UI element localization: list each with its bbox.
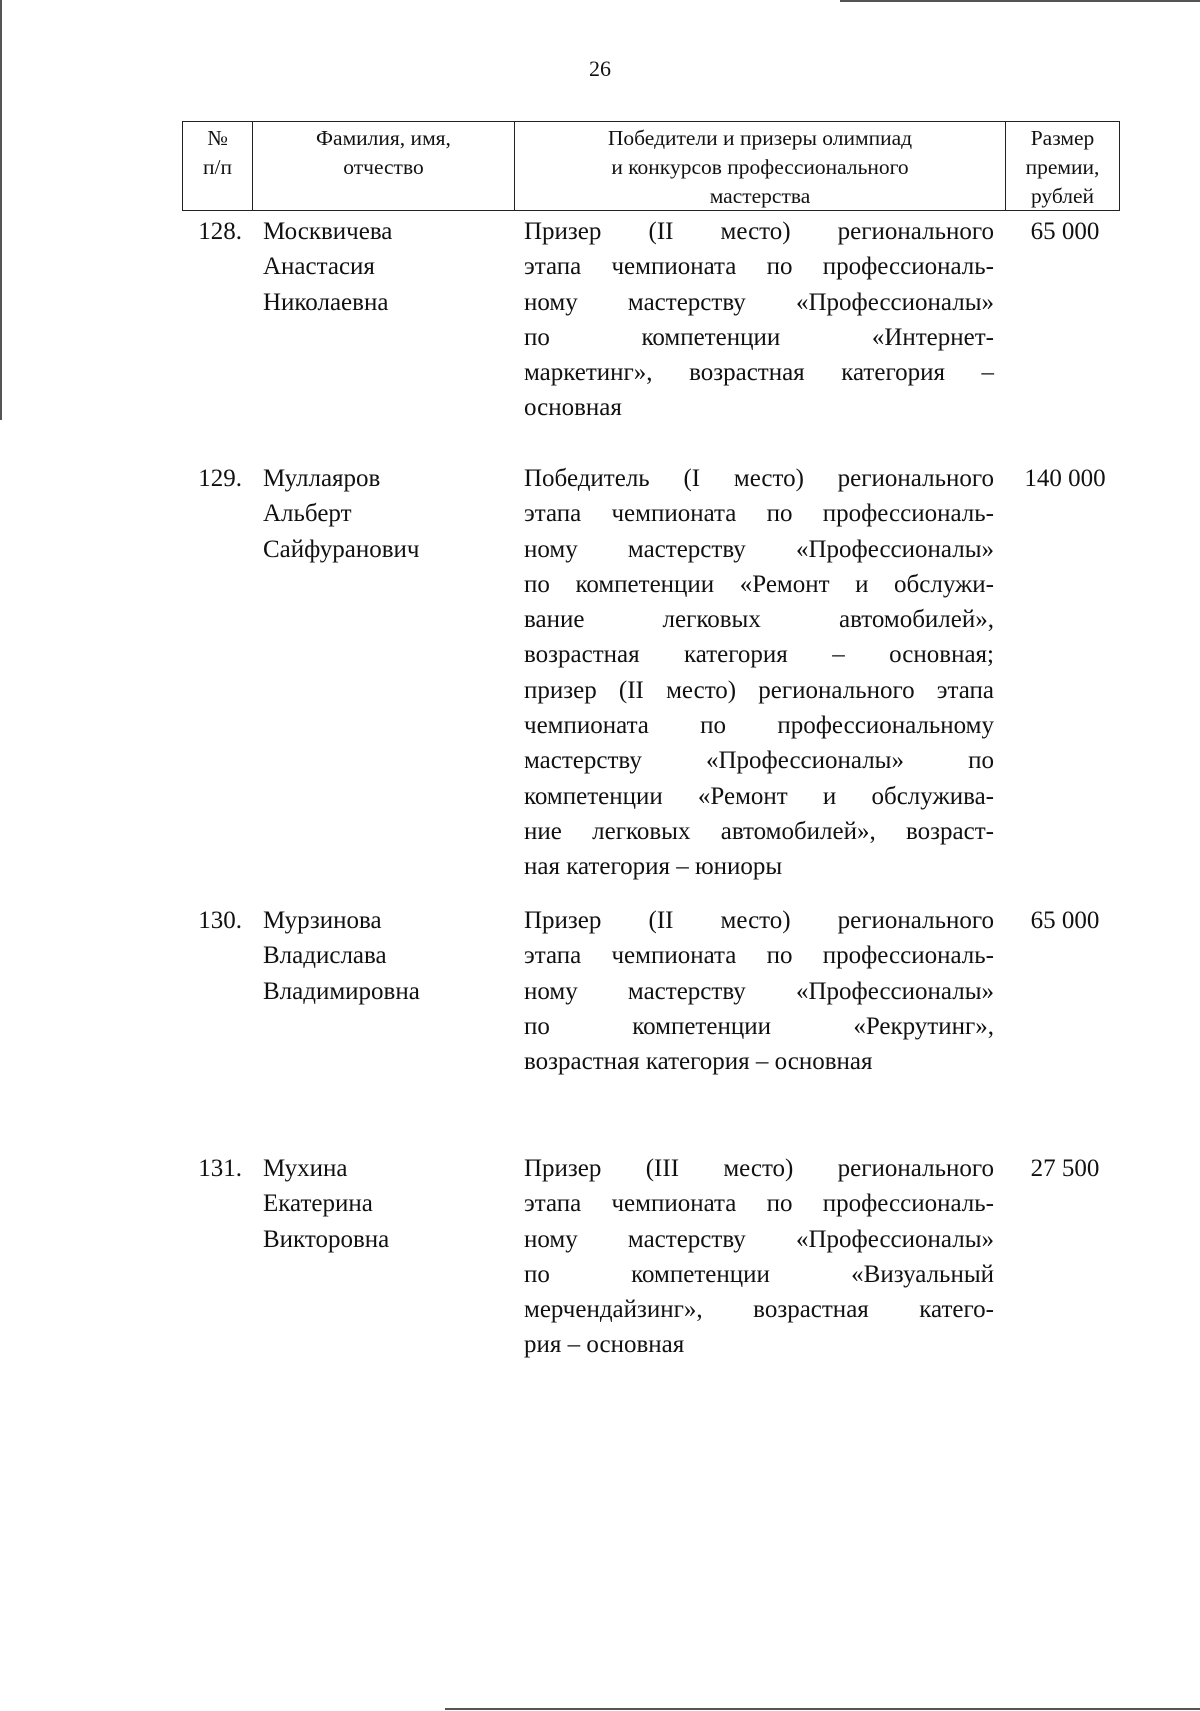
prize-amount: 65 000 [1030, 907, 1100, 934]
header-num: № п/п [183, 122, 253, 210]
prize-amount: 65 000 [1030, 218, 1100, 245]
table-header [182, 121, 1120, 211]
person-name: Мухина Екатерина Викторовна [263, 1155, 390, 1253]
bottom-scan-edge [445, 1708, 1200, 1710]
top-scan-edge [840, 0, 1200, 2]
prize-amount: 140 000 [1024, 465, 1106, 492]
achievement-description: Победитель (I место) регионального этапа чемпионата по профессиональ- ному мастерству «Профессионалы» по компетенции «Ремонт и обслужи- вание легковых автомобилей», возрастная категория – основная; призер (II место) регионального этапа чемпионата по профессиональному мастерству «Профессионалы» по компетенции «Ремонт и обслужива- ние легковых автомобилей», возраст- ная категория – юниоры [524, 465, 994, 881]
person-name: Москвичева Анастасия Николаевна [263, 218, 393, 316]
row-number: 131. [198, 1155, 242, 1182]
achievement-description: Призер (II место) регионального этапа чемпионата по профессиональ- ному мастерству «Профессионалы» по компетенции «Рекрутинг», возрастная категория – основная [524, 907, 994, 1076]
person-name: Муллаяров Альберт Сайфуранович [263, 465, 420, 563]
achievement-description: Призер (III место) регионального этапа чемпионата по профессиональ- ному мастерству «Профессионалы» по компетенции «Визуальный мерчендайзинг», возрастная катего- рия – основная [524, 1155, 994, 1359]
header-prize: Размер премии, рублей [1025, 126, 1100, 208]
page-number: 26 [589, 56, 611, 81]
row-number: 129. [198, 465, 242, 492]
row-number: 128. [198, 218, 242, 245]
header-description: Победители и призеры олимпиад и конкурсов профессионального мастерства [515, 122, 1006, 210]
header-name: Фамилия, имя, отчество [253, 122, 515, 210]
row-number: 130. [198, 907, 242, 934]
achievement-description: Призер (II место) регионального этапа чемпионата по профессиональ- ному мастерству «Профессионалы» по компетенции «Интернет- маркетинг», возрастная категория – основная [524, 218, 994, 422]
person-name: Мурзинова Владислава Владимировна [263, 907, 420, 1005]
prize-amount: 27 500 [1030, 1155, 1100, 1182]
